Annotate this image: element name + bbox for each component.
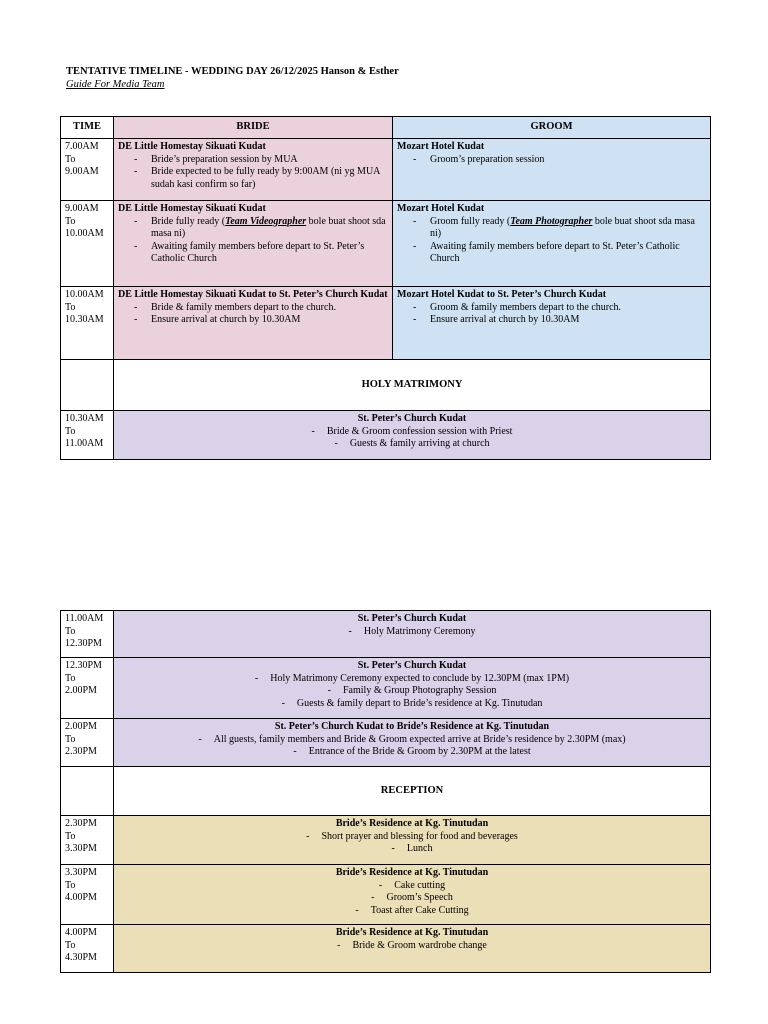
list-item: - Awaiting family members before depart to St. Peter’s Catholic Church xyxy=(134,241,388,266)
list-item: - Ensure arrival at church by 10.30AM xyxy=(413,314,706,327)
location-label: DE Little Homestay Sikuati Kudat xyxy=(118,141,266,152)
team-photographer-label: Team Photographer xyxy=(510,215,593,227)
church-cell xyxy=(114,611,711,658)
time-cell: 7.00AM To 9.00AM xyxy=(61,139,114,201)
section-holy-matrimony: HOLY MATRIMONY xyxy=(114,360,711,411)
reception-cell xyxy=(114,816,711,865)
location-label: St. Peter’s Church Kudat xyxy=(357,413,467,424)
location-label: Bride’s Residence at Kg. Tinutudan xyxy=(335,927,489,938)
list-item: - Groom’s Speech xyxy=(118,892,706,905)
church-cell xyxy=(114,719,711,767)
table-row xyxy=(61,139,711,201)
list-item: - Guests & family depart to Bride’s residence at Kg. Tinutudan xyxy=(118,698,706,711)
time-cell-empty xyxy=(61,767,114,816)
table-row xyxy=(61,611,711,658)
list-item: - All guests, family members and Bride & Groom expected arrive at Bride’s residence by 2.30PM (max) xyxy=(118,734,706,747)
list-item: - Groom & family members depart to the church. xyxy=(413,302,706,315)
groom-cell xyxy=(393,287,711,360)
location-label: St. Peter’s Church Kudat xyxy=(357,660,467,671)
list-item: - Groom fully ready (Team Photographer bole buat shoot sda masa ni) xyxy=(413,216,706,241)
location-label: DE Little Homestay Sikuati Kudat xyxy=(118,203,266,214)
groom-cell xyxy=(393,201,711,287)
location-label: Bride’s Residence at Kg. Tinutudan xyxy=(335,818,489,829)
section-reception: RECEPTION xyxy=(114,767,711,816)
location-label: Mozart Hotel Kudat xyxy=(397,141,485,152)
list-item: - Groom’s preparation session xyxy=(413,154,706,167)
list-item: - Entrance of the Bride & Groom by 2.30PM at the latest xyxy=(118,746,706,759)
list-item: - Bride & family members depart to the church. xyxy=(134,302,388,315)
list-item: - Cake cutting xyxy=(118,880,706,893)
table-row xyxy=(61,865,711,925)
list-item: - Lunch xyxy=(118,843,706,856)
list-item: - Family & Group Photography Session xyxy=(118,685,706,698)
list-item: - Bride & Groom confession session with Priest xyxy=(118,426,706,439)
table-row xyxy=(61,658,711,719)
time-cell: 12.30PM To 2.00PM xyxy=(61,658,114,719)
list-item: - Bride & Groom wardrobe change xyxy=(118,940,706,953)
time-cell: 10.30AM To 11.00AM xyxy=(61,411,114,460)
time-cell-empty xyxy=(61,360,114,411)
time-cell: 4.00PM To 4.30PM xyxy=(61,925,114,973)
list-item: - Toast after Cake Cutting xyxy=(118,905,706,918)
document-title: TENTATIVE TIMELINE - WEDDING DAY 26/12/2025 Hanson & Esther xyxy=(66,66,399,77)
bride-cell xyxy=(114,201,393,287)
list-item: - Bride’s preparation session by MUA xyxy=(134,154,388,167)
table-row xyxy=(61,925,711,973)
table-row xyxy=(61,287,711,360)
header-bride: BRIDE xyxy=(114,117,393,139)
table-row xyxy=(61,719,711,767)
timeline-table-afternoon xyxy=(60,610,711,973)
team-videographer-label: Team Videographer xyxy=(225,215,307,227)
table-row xyxy=(61,411,711,460)
list-item: - Bride fully ready (Team Videographer bole buat shoot sda masa ni) xyxy=(134,216,388,241)
list-item: - Short prayer and blessing for food and beverages xyxy=(118,831,706,844)
time-cell: 11.00AM To 12.30PM xyxy=(61,611,114,658)
time-cell: 3.30PM To 4.00PM xyxy=(61,865,114,925)
table-row xyxy=(61,816,711,865)
location-label: St. Peter’s Church Kudat to Bride’s Residence at Kg. Tinutudan xyxy=(274,721,550,732)
church-cell xyxy=(114,658,711,719)
location-label: DE Little Homestay Sikuati Kudat to St. Peter’s Church Kudat xyxy=(118,289,388,300)
time-cell: 10.00AM To 10.30AM xyxy=(61,287,114,360)
document-subtitle: Guide For Media Team xyxy=(66,79,165,90)
header-time: TIME xyxy=(61,117,114,139)
reception-cell xyxy=(114,865,711,925)
bride-cell xyxy=(114,139,393,201)
groom-cell xyxy=(393,139,711,201)
location-label: Bride’s Residence at Kg. Tinutudan xyxy=(335,867,489,878)
timeline-table-morning xyxy=(60,116,711,460)
reception-cell xyxy=(114,925,711,973)
table-row xyxy=(61,201,711,287)
location-label: St. Peter’s Church Kudat xyxy=(357,613,467,624)
list-item: - Holy Matrimony Ceremony xyxy=(118,626,706,639)
header-groom: GROOM xyxy=(393,117,711,139)
church-cell xyxy=(114,411,711,460)
location-label: Mozart Hotel Kudat to St. Peter’s Church Kudat xyxy=(397,289,607,300)
list-item: - Bride expected to be fully ready by 9:00AM (ni yg MUA sudah kasi confirm so far) xyxy=(134,166,388,191)
bride-cell xyxy=(114,287,393,360)
list-item: - Holy Matrimony Ceremony expected to conclude by 12.30PM (max 1PM) xyxy=(118,673,706,686)
list-item: - Ensure arrival at church by 10.30AM xyxy=(134,314,388,327)
list-item: - Guests & family arriving at church xyxy=(118,438,706,451)
location-label: Mozart Hotel Kudat xyxy=(397,203,485,214)
time-cell: 2.00PM To 2.30PM xyxy=(61,719,114,767)
list-item: - Awaiting family members before depart to St. Peter’s Catholic Church xyxy=(413,241,706,266)
time-cell: 2.30PM To 3.30PM xyxy=(61,816,114,865)
time-cell: 9.00AM To 10.00AM xyxy=(61,201,114,287)
